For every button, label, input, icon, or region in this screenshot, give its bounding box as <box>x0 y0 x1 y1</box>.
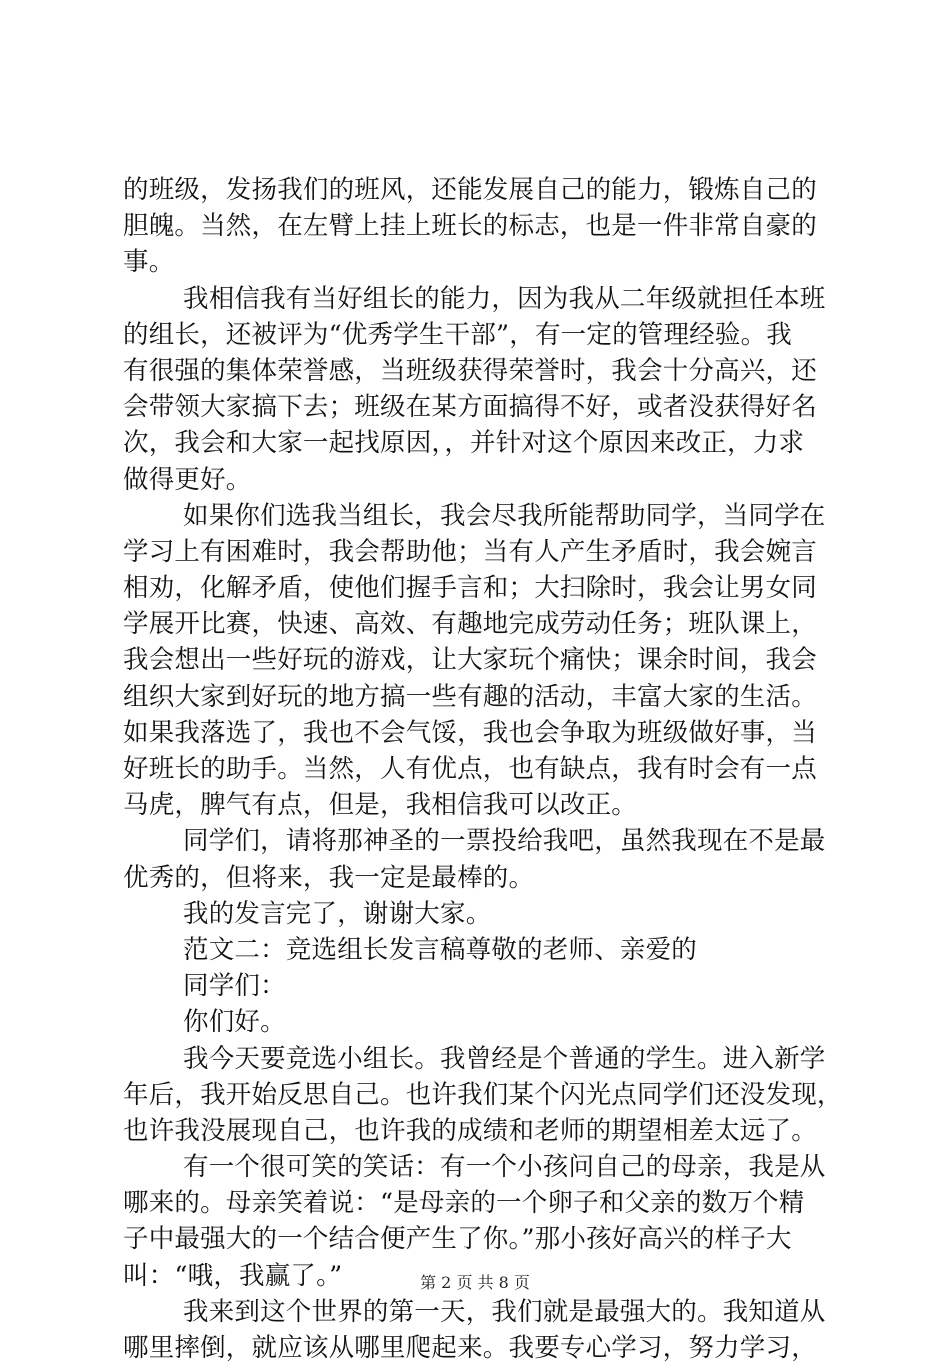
page-footer: 第 2 页 共 8 页 <box>420 1273 530 1292</box>
text-line: 组织大家到好玩的地方搞一些有趣的活动，丰富大家的生活。 <box>123 681 817 712</box>
text-line: 马虎，脾气有点，但是，我相信我可以改正。 <box>123 790 638 821</box>
text-line: 同学们，请将那神圣的一票投给我吧，虽然我现在不是最 <box>183 826 826 857</box>
text-line: 如果你们选我当组长，我会尽我所能帮助同学，当同学在 <box>183 500 826 531</box>
text-line: 有一个很可笑的笑话：有一个小孩问自己的母亲，我是从 <box>183 1152 826 1183</box>
text-line: 学习上有困难时，我会帮助他；当有人产生矛盾时，我会婉言 <box>123 536 817 567</box>
text-line: 次，我会和大家一起找原因，，并针对这个原因来改正，力求 <box>123 428 805 459</box>
text-line: 范文二：竞选组长发言稿尊敬的老师、亲爱的 <box>183 934 698 965</box>
text-line: 事。 <box>123 247 175 278</box>
text-line: 子中最强大的一个结合便产生了你。”那小孩好高兴的样子大 <box>123 1224 792 1255</box>
text-line: 胆魄。当然，在左臂上挂上班长的标志，也是一件非常自豪的 <box>123 211 817 242</box>
text-line: 我的发言完了，谢谢大家。 <box>183 898 492 929</box>
text-line: 哪里摔倒，就应该从哪里爬起来。我要专心学习，努力学习， <box>123 1333 817 1363</box>
text-line: 年后，我开始反思自己。也许我们某个闪光点同学们还没发现， <box>123 1079 843 1110</box>
text-line: 相劝，化解矛盾，使他们握手言和；大扫除时，我会让男女同 <box>123 573 817 604</box>
text-line: 优秀的，但将来，我一定是最棒的。 <box>123 862 535 893</box>
text-line: 哪来的。母亲笑着说：“是母亲的一个卵子和父亲的数万个精 <box>123 1188 805 1219</box>
text-line: 也许我没展现自己，也许我的成绩和老师的期望相差太远了。 <box>123 1115 817 1146</box>
text-line: 同学们： <box>183 971 286 1002</box>
text-line: 有很强的集体荣誉感，当班级获得荣誉时，我会十分高兴，还 <box>123 355 817 386</box>
text-line: 的组长，还被评为“优秀学生干部”，有一定的管理经验。我 <box>123 319 792 350</box>
text-line: 如果我落选了，我也不会气馁，我也会争取为班级做好事，当 <box>123 717 817 748</box>
text-line: 的班级，发扬我们的班风，还能发展自己的能力，锻炼自己的 <box>123 175 817 205</box>
text-line: 你们好。 <box>183 1007 286 1038</box>
text-line: 我来到这个世界的第一天，我们就是最强大的。我知道从 <box>183 1296 826 1327</box>
text-line: 好班长的助手。当然，人有优点，也有缺点，我有时会有一点 <box>123 754 817 784</box>
text-line: 做得更好。 <box>123 464 252 495</box>
text-line: 我今天要竞选小组长。我曾经是个普通的学生。进入新学 <box>183 1043 826 1074</box>
text-line: 会带领大家搞下去；班级在某方面搞得不好，或者没获得好名 <box>123 392 817 423</box>
document-body <box>123 172 843 1366</box>
text-line: 学展开比赛，快速、高效、有趣地完成劳动任务；班队课上， <box>123 609 817 640</box>
text-line: 我相信我有当好组长的能力，因为我从二年级就担任本班 <box>183 283 826 314</box>
text-line: 叫：“哦，我赢了。” <box>123 1260 343 1291</box>
text-line: 我会想出一些好玩的游戏，让大家玩个痛快；课余时间，我会 <box>123 645 817 676</box>
